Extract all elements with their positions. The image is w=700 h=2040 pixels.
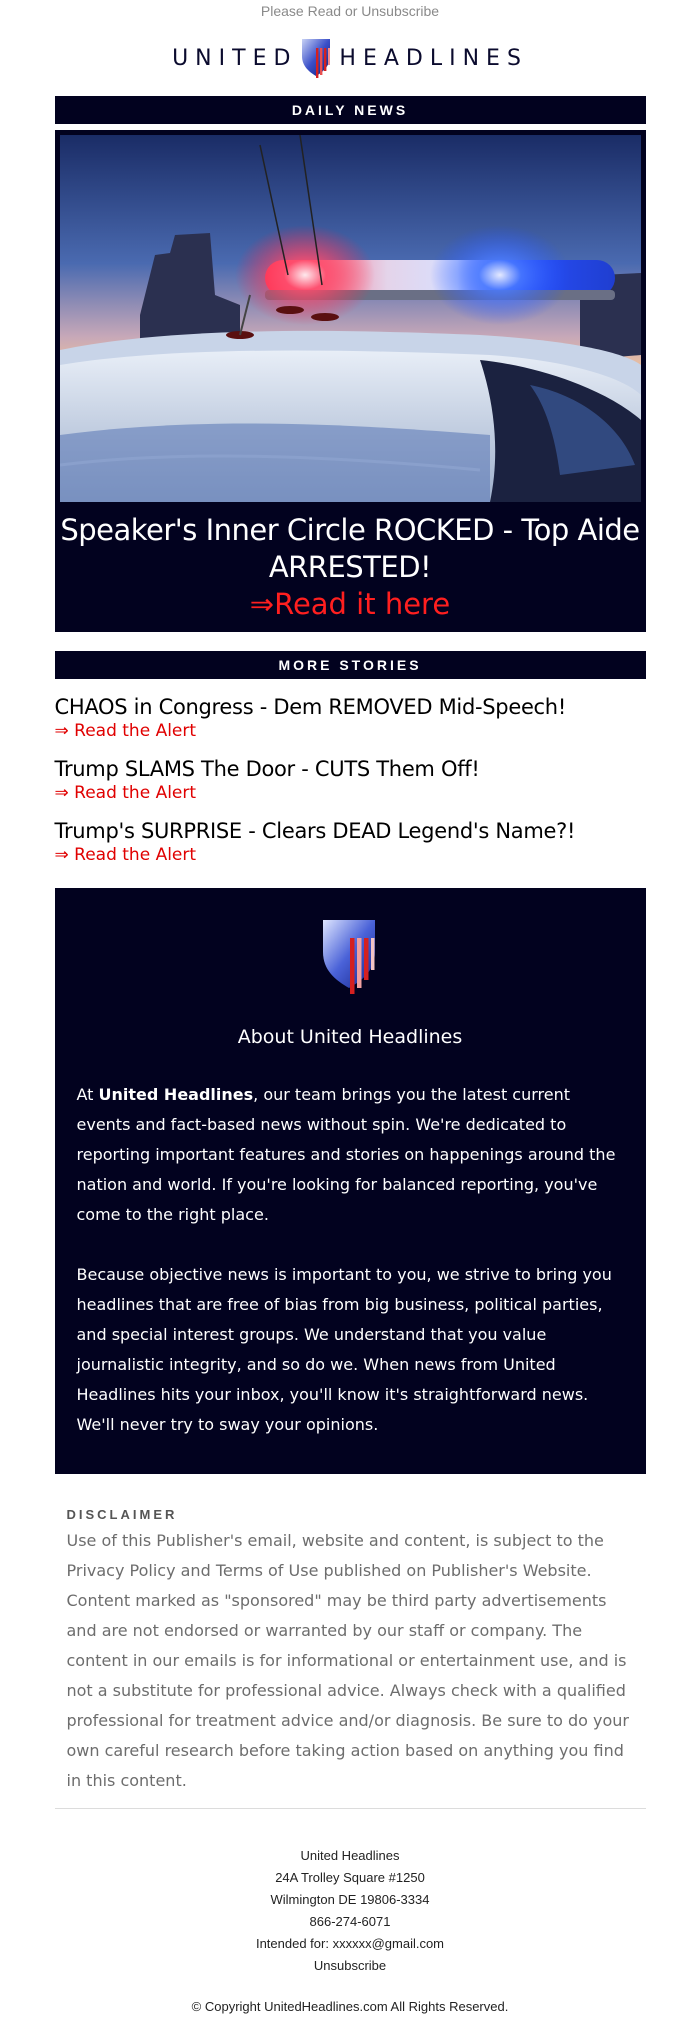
footer-company: United Headlines	[300, 1848, 400, 1863]
email-container	[55, 0, 646, 2014]
hero-headline[interactable]: Speaker's Inner Circle ROCKED - Top Aide ARRESTED!	[60, 513, 640, 584]
shield-logo-icon	[299, 36, 333, 80]
logo[interactable]	[55, 20, 646, 96]
story-item[interactable]	[55, 756, 646, 804]
story-title[interactable]: Trump's SURPRISE - Clears DEAD Legend's Name?!	[54, 819, 576, 843]
about-section	[55, 888, 646, 1474]
shield-logo-icon	[319, 916, 381, 996]
divider	[55, 1808, 646, 1809]
about-p1-prefix: At	[76, 1085, 99, 1104]
unsubscribe-link[interactable]: Unsubscribe	[313, 1958, 387, 1973]
about-title: About United Headlines	[237, 1026, 463, 1048]
disclaimer-section	[55, 1474, 646, 1796]
footer-phone: 866-274-6071	[309, 1914, 391, 1929]
footer-intended-for: Intended for: xxxxxx@gmail.com	[255, 1936, 445, 1951]
story-read-link[interactable]: ⇒ Read the Alert	[54, 721, 197, 741]
hero-read-link[interactable]: ⇒Read it here	[249, 587, 451, 621]
daily-news-header: DAILY NEWS	[55, 96, 646, 124]
about-paragraph-1	[77, 1080, 624, 1230]
disclaimer-label: DISCLAIMER	[66, 1507, 178, 1522]
about-paragraph-2: Because objective news is important to you, we strive to bring you headlines that are free of bias from big business, political parties, and special interest groups. We understand that you value journalistic integrity, and so do we. When news from United Headlines hits your inbox, you'll know it's straightforward news. We'll never try to sway your opinions.	[76, 1265, 612, 1434]
story-item[interactable]	[55, 694, 646, 742]
hero-card[interactable]	[55, 130, 646, 632]
story-read-link[interactable]: ⇒ Read the Alert	[54, 845, 197, 865]
story-title[interactable]: CHAOS in Congress - Dem REMOVED Mid-Speech!	[54, 695, 566, 719]
disclaimer-text: Use of this Publisher's email, website and content, is subject to the Privacy Policy and Terms of Use published on Publisher's Website. Content marked as "sponsored" may be third party advertisements and are not endorsed or warranted by our staff or company. The content in our emails is for informational or entertainment use, and is not a substitute for professional advice. Always check with a qualified professional for treatment advice and/or diagnosis. Be sure to do your own careful research before taking action based on anything you find in this content.	[66, 1531, 629, 1790]
story-read-link[interactable]: ⇒ Read the Alert	[54, 783, 197, 803]
preheader-link[interactable]: Please Read or Unsubscribe	[260, 3, 440, 19]
logo-text-left: UNITED	[172, 45, 298, 71]
story-title[interactable]: Trump SLAMS The Door - CUTS Them Off!	[54, 757, 480, 781]
footer	[55, 1845, 646, 1977]
footer-address-2: Wilmington DE 19806-3334	[270, 1892, 430, 1907]
about-p1-rest: , our team brings you the latest current events and fact-based news without spin. We're dedicated to reporting important features and stories on happenings around the nation and world. If you're looking for balanced reporting, you've come to the right place.	[76, 1085, 616, 1224]
more-stories-header: MORE STORIES	[55, 651, 646, 679]
logo-text-right: HEADLINES	[339, 45, 528, 71]
about-brand-name: United Headlines	[98, 1085, 254, 1104]
footer-address-1: 24A Trolley Square #1250	[275, 1870, 425, 1885]
story-item[interactable]	[55, 818, 646, 866]
copyright: © Copyright UnitedHeadlines.com All Rights Reserved.	[191, 1999, 509, 2014]
police-car-image[interactable]	[60, 135, 641, 502]
